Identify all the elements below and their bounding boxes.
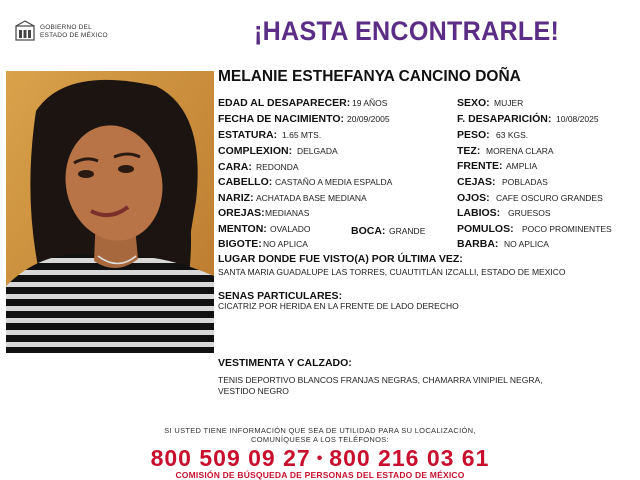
clothing-label: VESTIMENTA Y CALZADO: [218, 357, 352, 369]
logo-line-2: ESTADO DE MÉXICO [40, 32, 108, 39]
state-seal-icon [14, 20, 36, 42]
clothing-line-1: TENIS DEPORTIVO BLANCOS FRANJAS NEGRAS, CHAMARRA VINIPIEL NEGRA, [218, 375, 543, 385]
face-value: REDONDA [256, 162, 299, 172]
eyes-label: OJOS: [457, 192, 490, 204]
eyes-value: CAFE OSCURO GRANDES [496, 193, 603, 203]
chin-label: MENTON: [218, 223, 267, 235]
mouth-value: GRANDE [389, 226, 426, 236]
government-logo [14, 20, 114, 48]
nose-value: ACHATADA BASE MEDIANA [256, 193, 367, 203]
clothing-line-2: VESTIDO NEGRO [218, 386, 289, 396]
complexion-label: TEZ: [457, 145, 481, 157]
phone-numbers [0, 445, 640, 472]
phone-separator: • [316, 450, 324, 467]
eyebrows-value: POBLADAS [502, 177, 548, 187]
portrait-illustration [6, 71, 214, 353]
build-value: DELGADA [297, 146, 338, 156]
ears-value: MEDIANAS [265, 208, 310, 218]
beard-label: BARBA: [457, 238, 499, 250]
birthdate-label: FECHA DE NACIMIENTO: [218, 113, 344, 125]
forehead-value: AMPLIA [506, 161, 538, 171]
ears-label: OREJAS: [218, 207, 265, 219]
age-label: EDAD AL DESAPARECER: [218, 97, 351, 109]
age-value: 19 AÑOS [352, 98, 388, 108]
marks-value: CICATRIZ POR HERIDA EN LA FRENTE DE LADO DERECHO [218, 301, 459, 311]
lips-label: LABIOS: [457, 207, 501, 219]
nose-label: NARIZ: [218, 192, 254, 204]
birthdate-value: 20/09/2005 [347, 114, 390, 124]
forehead-label: FRENTE: [457, 160, 503, 172]
last-seen-value: SANTA MARIA GUADALUPE LAS TORRES, CUAUTITLÁN IZCALLI, ESTADO DE MEXICO [218, 267, 566, 277]
contact-info-line-1: SI USTED TIENE INFORMACIÓN QUE SEA DE UTILIDAD PARA SU LOCALIZACIÓN, [164, 426, 476, 435]
lips-value: GRUESOS [508, 208, 551, 218]
headline: ¡HASTA ENCONTRARLE! [254, 16, 560, 46]
cheekbones-value: POCO PROMINENTES [522, 224, 612, 234]
phone-number-2[interactable]: 800 216 03 61 [329, 445, 490, 471]
height-value: 1.65 MTS. [282, 130, 322, 140]
commission-name: COMISIÓN DE BÚSQUEDA DE PERSONAS DEL ESTADO DE MÉXICO [175, 470, 465, 480]
marks-label: SENAS PARTICULARES: [218, 290, 343, 302]
eyebrows-label: CEJAS: [457, 176, 496, 188]
complexion-value: MORENA CLARA [486, 146, 554, 156]
hair-value: CASTAÑO A MEDIA ESPALDA [275, 177, 393, 187]
sex-label: SEXO: [457, 97, 490, 109]
disappearance-date-value: 10/08/2025 [556, 114, 599, 124]
beard-value: NO APLICA [504, 239, 549, 249]
person-photo [6, 71, 214, 353]
logo-line-1: GOBIERNO DEL [40, 24, 92, 31]
weight-label: PESO: [457, 129, 490, 141]
phone-number-1[interactable]: 800 509 09 27 [150, 445, 311, 471]
mustache-value: NO APLICA [263, 239, 308, 249]
mouth-label: BOCA: [351, 225, 386, 237]
disappearance-date-label: F. DESAPARICIÓN: [457, 113, 552, 125]
sex-value: MUJER [494, 98, 524, 108]
last-seen-label: LUGAR DONDE FUE VISTO(A) POR ÚLTIMA VEZ: [218, 253, 463, 265]
contact-info-line-2: COMUNÍQUESE A LOS TELÉFONOS: [251, 435, 389, 444]
height-label: ESTATURA: [218, 129, 278, 141]
hair-label: CABELLO: [218, 176, 273, 188]
chin-value: OVALADO [270, 224, 311, 234]
person-name: MELANIE ESTHEFANYA CANCINO DOÑA [218, 68, 521, 85]
weight-value: 63 KGS. [496, 130, 529, 140]
face-label: CARA: [218, 161, 252, 173]
cheekbones-label: POMULOS: [457, 223, 514, 235]
build-label: COMPLEXION: [218, 145, 293, 157]
mustache-label: BIGOTE: [218, 238, 262, 250]
